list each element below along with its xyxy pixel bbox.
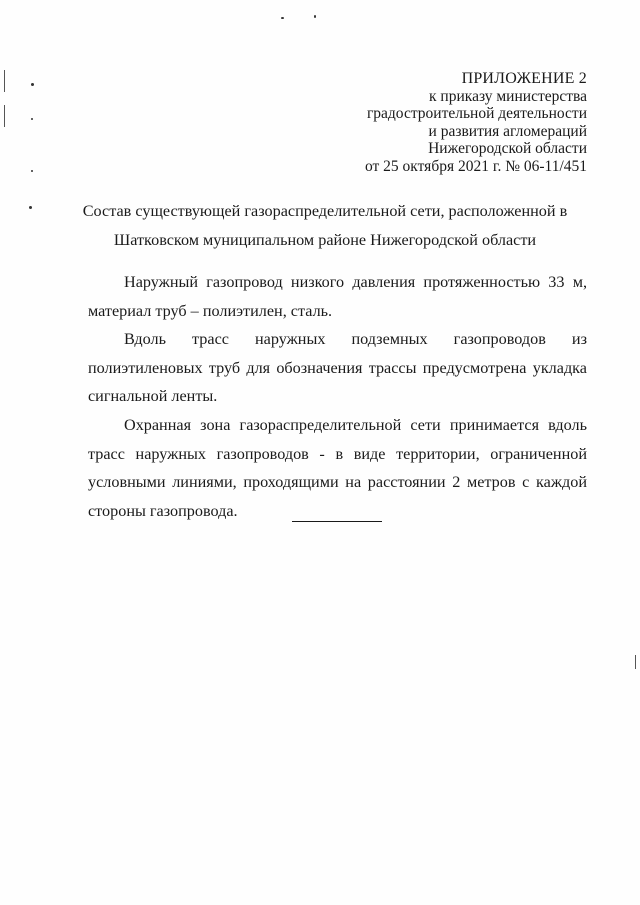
scan-speck (29, 206, 32, 209)
document-title-line: Состав существующей газораспределительной сети, расположенной в (82, 202, 568, 220)
body-paragraph: Охранная зона газораспределительной сети принимается вдоль трасс наружных газопроводов - в виде территории, ограниченной условными линиями, проходящими на расстоянии 2 метров с каждой стороны газопровода. (88, 415, 587, 520)
appendix-line: к приказу министерства (429, 87, 587, 105)
document-body (88, 268, 587, 525)
appendix-line: от 25 октября 2021 г. № 06-11/451 (364, 157, 587, 175)
document-title-line: Шатковском муниципальном районе Нижегородской области (113, 231, 537, 249)
scan-edge-mark (4, 105, 5, 127)
scan-speck (31, 118, 33, 120)
scan-speck (31, 83, 34, 86)
appendix-line: градостроительной деятельности (366, 105, 587, 123)
scan-speck (281, 17, 284, 19)
scan-speck (31, 170, 33, 172)
document-title (60, 197, 590, 255)
scan-edge-mark (4, 70, 5, 92)
appendix-title: ПРИЛОЖЕНИЕ 2 (461, 70, 587, 87)
scan-speck (314, 15, 316, 18)
scan-edge-mark (635, 655, 636, 669)
body-paragraph: Наружный газопровод низкого давления протяженностью 33 м, материал труб – полиэтилен, сталь. (88, 273, 587, 320)
appendix-line: и развития агломераций (428, 122, 587, 140)
appendix-line: Нижегородской области (428, 140, 587, 158)
appendix-header (257, 70, 587, 176)
body-paragraph: Вдоль трасс наружных подземных газопроводов из полиэтиленовых труб для обозначения трассы предусмотрена укладка сигнальной ленты. (88, 330, 587, 406)
end-separator-line (292, 521, 382, 522)
